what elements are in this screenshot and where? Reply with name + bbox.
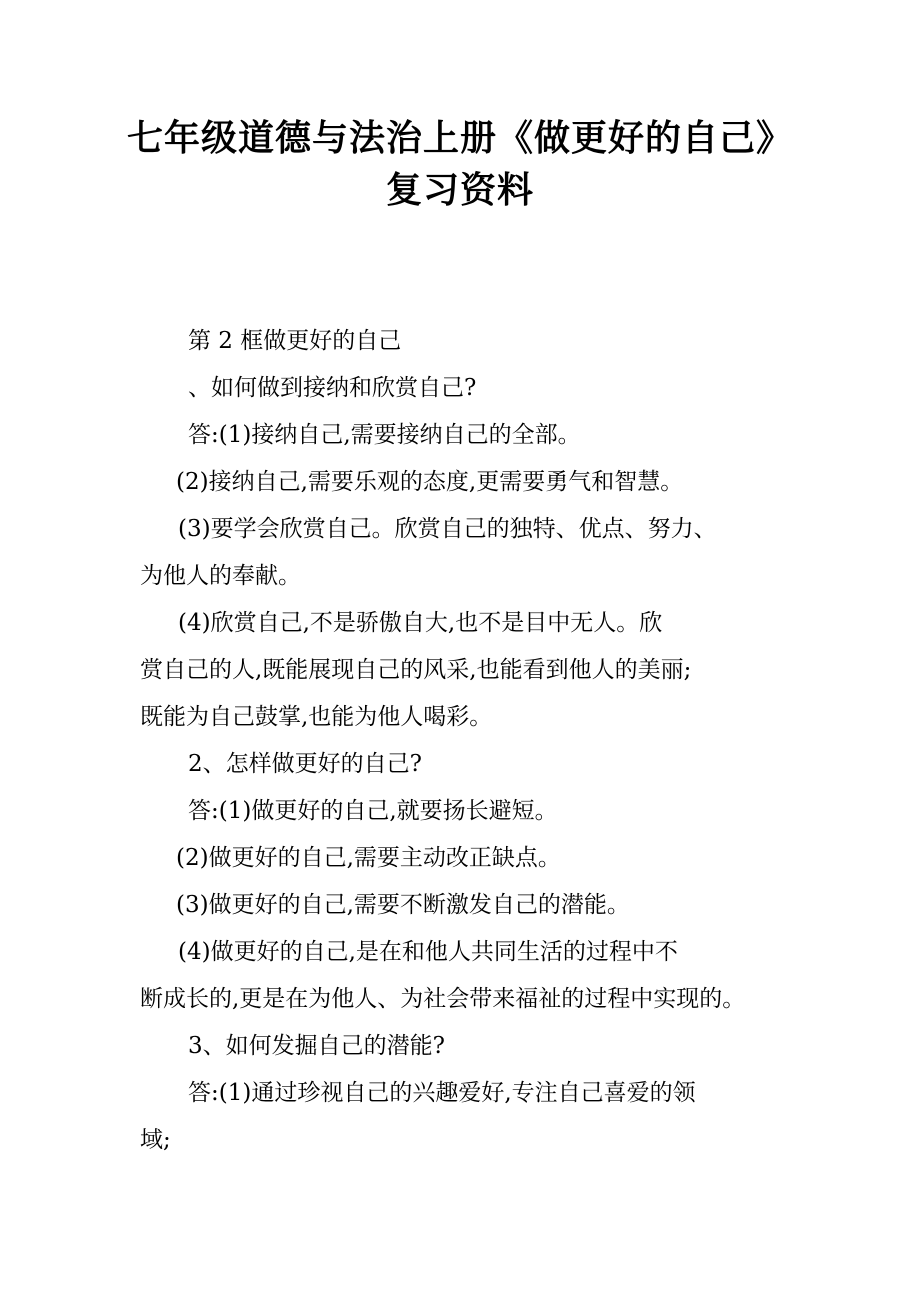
- answer-1-item-4: [140, 600, 800, 741]
- answer-1-item-3: [140, 506, 800, 600]
- title-line-2: 复习资料: [385, 169, 534, 211]
- question-1: 、如何做到接纳和欣赏自己?: [188, 375, 477, 401]
- answer-2-item-3: (3)做更好的自己,需要不断激发自己的潜能。: [176, 892, 630, 918]
- answer-3-item-1: [140, 1070, 800, 1164]
- answer-1-item-3-line-2: 为他人的奉献。: [140, 563, 301, 589]
- answer-1-item-1: 答:(1)接纳自己,需要接纳自己的全部。: [188, 422, 581, 448]
- answer-3-item-1-line-2: 域;: [140, 1127, 171, 1153]
- answer-1-item-3-line-1: (3)要学会欣赏自己。欣赏自己的独特、优点、努力、: [178, 516, 717, 542]
- title-line-1: 七年级道德与法治上册《做更好的自己》: [126, 117, 793, 159]
- answer-1-item-4-line-1: (4)欣赏自己,不是骄傲自大,也不是目中无人。欣: [178, 610, 663, 636]
- answer-1-item-4-line-2: 赏自己的人,既能展现自己的风采,也能看到他人的美丽;: [140, 657, 692, 683]
- question-3: 3、如何发掘自己的潜能?: [188, 1033, 445, 1059]
- question-2: 2、怎样做更好的自己?: [188, 751, 422, 777]
- answer-2-item-4-line-2: 断成长的,更是在为他人、为社会带来福祉的过程中实现的。: [140, 986, 746, 1012]
- answer-2-item-1: 答:(1)做更好的自己,就要扬长避短。: [188, 798, 558, 824]
- answer-2-item-2: (2)做更好的自己,需要主动改正缺点。: [176, 845, 561, 871]
- answer-1-item-2: (2)接纳自己,需要乐观的态度,更需要勇气和智慧。: [176, 469, 684, 495]
- answer-1-item-4-line-3: 既能为自己鼓掌,也能为他人喝彩。: [140, 704, 493, 730]
- answer-2-item-4: [140, 929, 800, 1023]
- document-body: [140, 318, 800, 1164]
- document-title: [100, 112, 820, 216]
- answer-2-item-4-line-1: (4)做更好的自己,是在和他人共同生活的过程中不: [178, 939, 678, 965]
- section-heading: 第 2 框做更好的自己: [188, 328, 402, 354]
- answer-3-item-1-line-1: 答:(1)通过珍视自己的兴趣爱好,专注自己喜爱的领: [188, 1080, 696, 1106]
